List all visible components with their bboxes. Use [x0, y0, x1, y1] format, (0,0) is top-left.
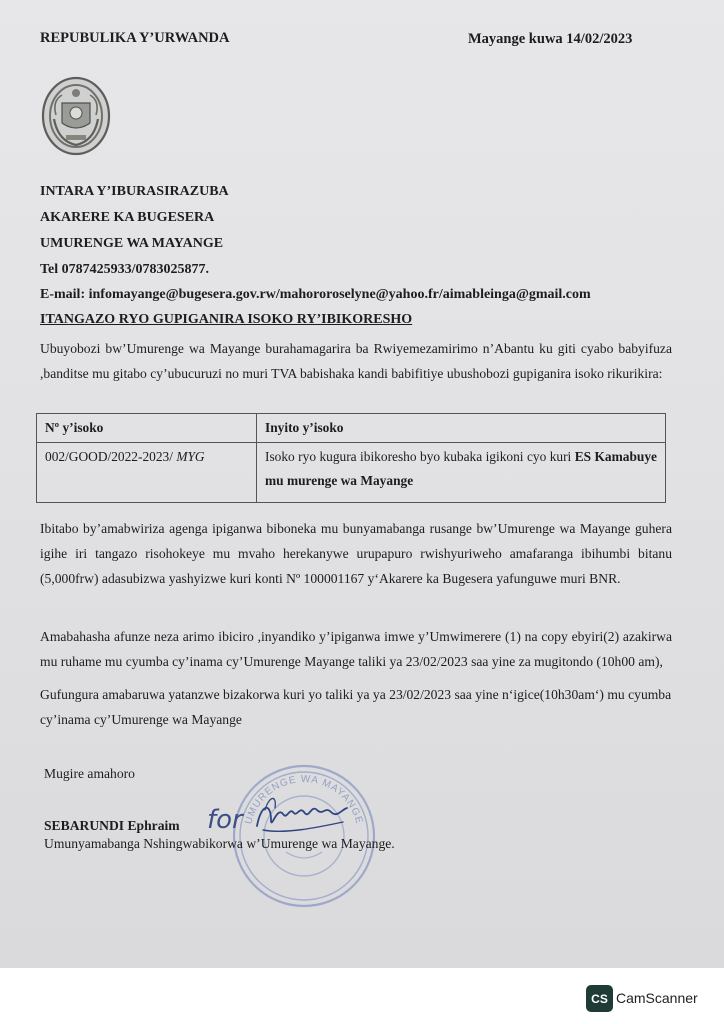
- document-title: ITANGAZO RYO GUPIGANIRA ISOKO RY’IBIKORESHO: [40, 312, 413, 327]
- camscanner-label: CamScanner: [616, 990, 698, 1006]
- paragraph-documents: Ibitabo by’amabwiriza agenga ipiganwa biboneka mu bunyamabanga rusange bw’Umurenge wa Mayange guhera igihe iri tangazo risohokeye mu mvaho herekanywe urupapuro rwishyuriweho amafaranga ibihumbi bitanu (5,000frw) adasubizwa yashyizwe kuri konti Nº 100001167 y‘Akarere ka Bugesera yafunguwe muri BNR.: [40, 521, 672, 586]
- place-date: Mayange kuwa 14/02/2023: [468, 31, 633, 47]
- signature-for-text: for: [207, 805, 243, 835]
- closing-greeting: Mugire amahoro: [44, 766, 135, 781]
- signatory-name: SEBARUNDI Ephraim: [44, 818, 180, 833]
- address-email: E-mail: infomayange@bugesera.gov.rw/mahororoselyne@yahoo.fr/aimableinga@gmail.com: [40, 287, 591, 302]
- tender-number-cell: [37, 443, 257, 503]
- table-row: [37, 443, 666, 503]
- intro-paragraph: Ubuyobozi bw’Umurenge wa Mayange burahamagarira ba Rwiyemezamirimo n’Abantu ku giti cyabo babyifuza ,banditse mu gitabo cy’ubucuruzi no muri TVA babishaka kandi babifitiye ubushobozi gupiganira isoko rikurikira:: [40, 341, 672, 381]
- camscanner-logo-icon: [586, 985, 613, 1012]
- tender-description-cell: [257, 443, 666, 503]
- address-province: INTARA Y’IBURASIRAZUBA: [40, 184, 229, 199]
- address-tel: Tel 0787425933/0783025877.: [40, 262, 210, 277]
- tender-table: [36, 413, 666, 503]
- table-header-row: [37, 414, 666, 443]
- stamp-text: UMURENGE WA MAYANGE: [243, 773, 365, 826]
- table-header-description: Inyito y’isoko: [257, 414, 666, 443]
- handwritten-signature-icon: [205, 790, 355, 842]
- address-sector: UMURENGE WA MAYANGE: [40, 236, 224, 251]
- national-emblem-seal-icon: [40, 75, 112, 157]
- country-header: REPUBULIKA Y’URWANDA: [40, 30, 230, 46]
- tender-description: Isoko ryo kugura ibikoresho byo kubaka igikoni cyo kuri: [265, 449, 575, 464]
- table-header-number: Nº y’isoko: [37, 414, 257, 443]
- camscanner-logo-text: CS: [591, 992, 608, 1006]
- tender-description-bold: ES Kamabuye mu murenge wa Mayange: [265, 449, 657, 488]
- signatory-title: Umunyamabanga Nshingwabikorwa w’Umurenge wa Mayange.: [44, 836, 395, 851]
- paragraph-opening: Gufungura amabaruwa yatanzwe bizakorwa kuri yo taliki ya ya 23/02/2023 saa yine n‘igice(10h30am‘) mu cyumba cy’inama cy’Umurenge wa Mayange: [40, 687, 672, 727]
- address-district: AKARERE KA BUGESERA: [40, 210, 215, 225]
- tender-number: 002/GOOD/2022-2023/: [45, 449, 177, 464]
- paragraph-submission: Amabahasha afunze neza arimo ibiciro ,inyandiko y’ipiganwa imwe y’Umwimerere (1) na copy ebyiri(2) azakirwa mu ruhame mu cyumba cy’inama cy’Umurenge Mayange taliki ya 23/02/2023 saa yine za mugitondo (10h00 am),: [40, 629, 672, 669]
- tender-number-suffix: MYG: [176, 449, 205, 464]
